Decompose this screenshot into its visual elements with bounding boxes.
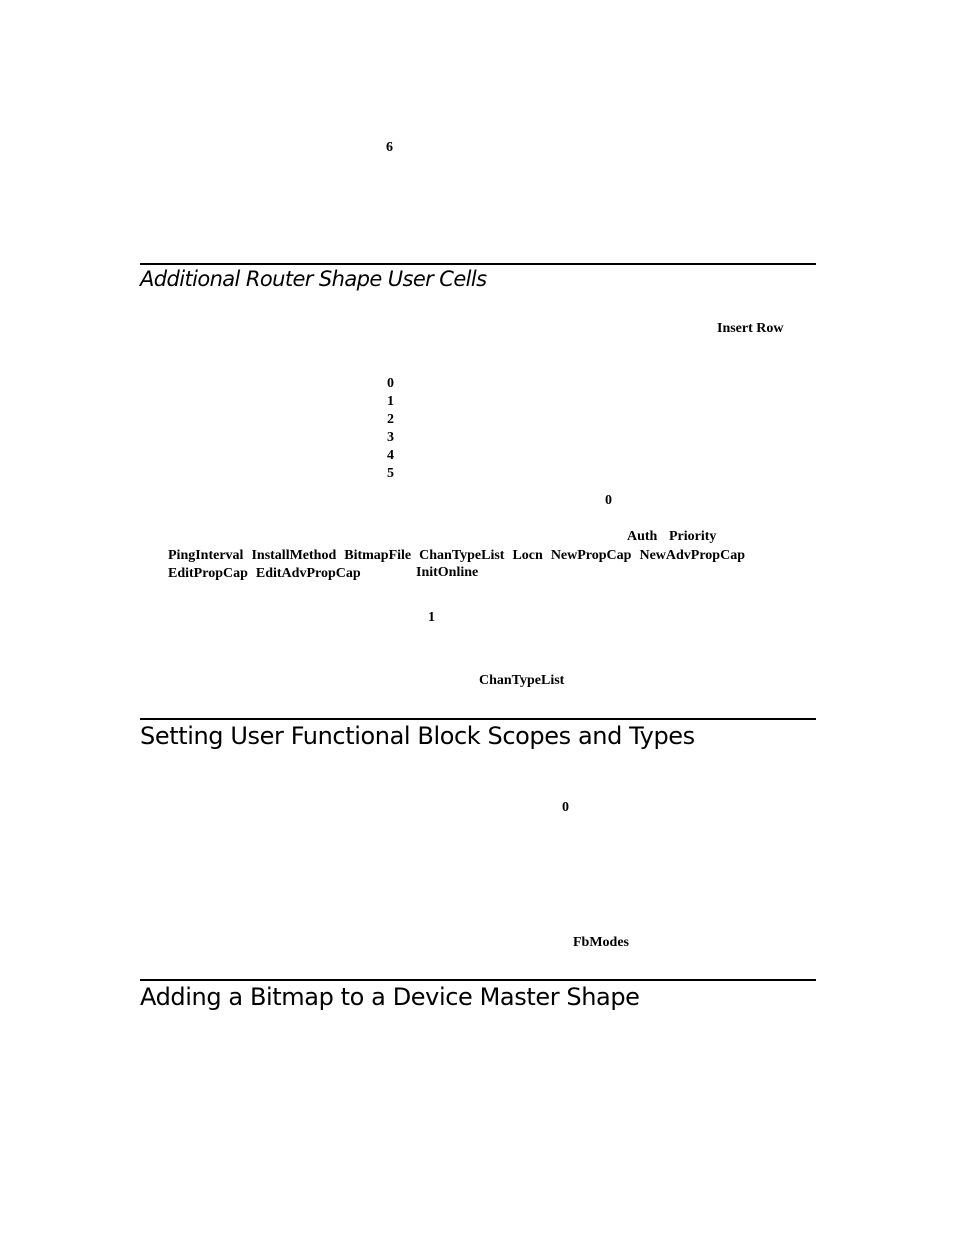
section-heading-router-cells: Additional Router Shape User Cells bbox=[140, 267, 487, 291]
value-list bbox=[387, 375, 394, 483]
cell-name: Locn bbox=[512, 548, 543, 563]
cell-names-line-1 bbox=[168, 546, 745, 565]
default-zero: 0 bbox=[605, 493, 612, 508]
section-heading-fb-scopes: Setting User Functional Block Scopes and Types bbox=[140, 722, 695, 750]
value-item: 4 bbox=[387, 448, 394, 463]
cell-name: BitmapFile bbox=[344, 548, 412, 563]
cell-name-auth: Auth bbox=[627, 529, 658, 544]
cell-name: EditAdvPropCap bbox=[255, 566, 361, 581]
section-rule bbox=[140, 979, 816, 981]
cell-name: NewPropCap bbox=[550, 548, 632, 563]
value-item: 1 bbox=[387, 394, 394, 409]
section-rule bbox=[140, 263, 816, 265]
cell-name: ChanTypeList bbox=[419, 548, 505, 563]
value-one: 1 bbox=[428, 610, 435, 625]
cell-name: InstallMethod bbox=[251, 548, 337, 563]
cell-name: NewAdvPropCap bbox=[639, 548, 745, 563]
chantypelist-ref: ChanTypeList bbox=[479, 673, 565, 688]
value-item: 2 bbox=[387, 412, 394, 427]
page-number: 6 bbox=[386, 140, 393, 155]
value-item: 5 bbox=[387, 466, 394, 481]
cell-name-initonline: InitOnline bbox=[416, 565, 479, 580]
value-item: 3 bbox=[387, 430, 394, 445]
fbmodes-ref: FbModes bbox=[573, 935, 629, 950]
section-rule bbox=[140, 718, 816, 720]
insert-row-label: Insert Row bbox=[717, 321, 784, 336]
fb-zero: 0 bbox=[562, 800, 569, 815]
cell-name-priority: Priority bbox=[669, 529, 717, 544]
section-heading-bitmap: Adding a Bitmap to a Device Master Shape bbox=[140, 983, 640, 1011]
cell-name: PingInterval bbox=[168, 548, 244, 563]
value-item: 0 bbox=[387, 376, 394, 391]
cell-names-line-2 bbox=[168, 564, 361, 583]
cell-name: EditPropCap bbox=[168, 566, 248, 581]
